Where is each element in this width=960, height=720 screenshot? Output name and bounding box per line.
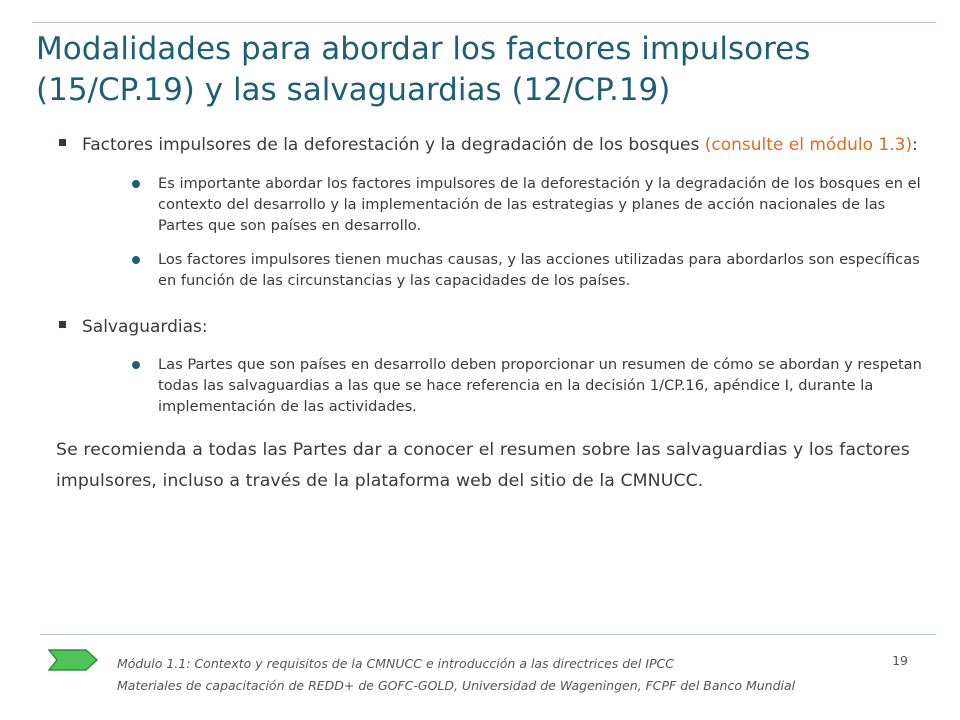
sub-bullet-text: Los factores impulsores tienen muchas causas, y las acciones utilizadas para abordarlos son específicas en función de las circunstancias y las capacidades de los países.	[158, 251, 920, 289]
bottom-divider	[40, 634, 936, 635]
sub-bullet-text: Es importante abordar los factores impulsores de la deforestación y la degradación de los bosques en el contexto del desarrollo y la implementación de las estrategias y planes de acción nacionales de las Partes que son países en desarrollo.	[158, 175, 921, 234]
top-divider	[32, 22, 936, 23]
module-reference-link[interactable]: (consulte el módulo 1.3)	[704, 135, 913, 155]
bullet-safeguards	[56, 316, 926, 339]
footer	[117, 653, 917, 697]
slide-title	[36, 29, 936, 111]
bullet-drivers-text: Factores impulsores de la deforestación y la degradación de los bosques	[82, 135, 705, 155]
slide-title-line-2: (15/CP.19) y las salvaguardias (12/CP.19)	[36, 72, 671, 108]
footer-module-line: Módulo 1.1: Contexto y requisitos de la CMNUCC e introducción a las directrices del IPCC	[117, 656, 674, 671]
round-bullet-icon	[132, 180, 140, 188]
bullet-drivers-suffix: :	[912, 135, 918, 155]
sub-bullet-text: Las Partes que son países en desarrollo deben proporcionar un resumen de cómo se abordan y respetan todas las salvaguardias a las que se hace referencia en la decisión 1/CP.16, apéndice I, durante la implementación de las actividades.	[158, 356, 922, 415]
recommendation-paragraph: Se recomienda a todas las Partes dar a conocer el resumen sobre las salvaguardias y los factores impulsores, incluso a través de la plataforma web del sitio de la CMNUCC.	[56, 440, 910, 491]
slide-title-line-1: Modalidades para abordar los factores impulsores	[36, 31, 811, 67]
sub-bullet-drivers-2	[158, 249, 926, 291]
page-number: 19	[892, 653, 908, 668]
green-arrow-icon	[48, 649, 98, 671]
square-bullet-icon	[59, 139, 66, 146]
footer-materials-line: Materiales de capacitación de REDD+ de GOFC-GOLD, Universidad de Wageningen, FCPF del Banco Mundial	[117, 678, 796, 693]
square-bullet-icon	[59, 321, 66, 328]
bullet-safeguards-text: Salvaguardias:	[82, 317, 208, 337]
slide-body	[56, 134, 926, 497]
round-bullet-icon	[132, 256, 140, 264]
sub-bullet-drivers-1	[158, 173, 926, 236]
sub-bullet-safeguards-1	[158, 354, 926, 417]
round-bullet-icon	[132, 361, 140, 369]
bullet-drivers	[56, 134, 926, 157]
